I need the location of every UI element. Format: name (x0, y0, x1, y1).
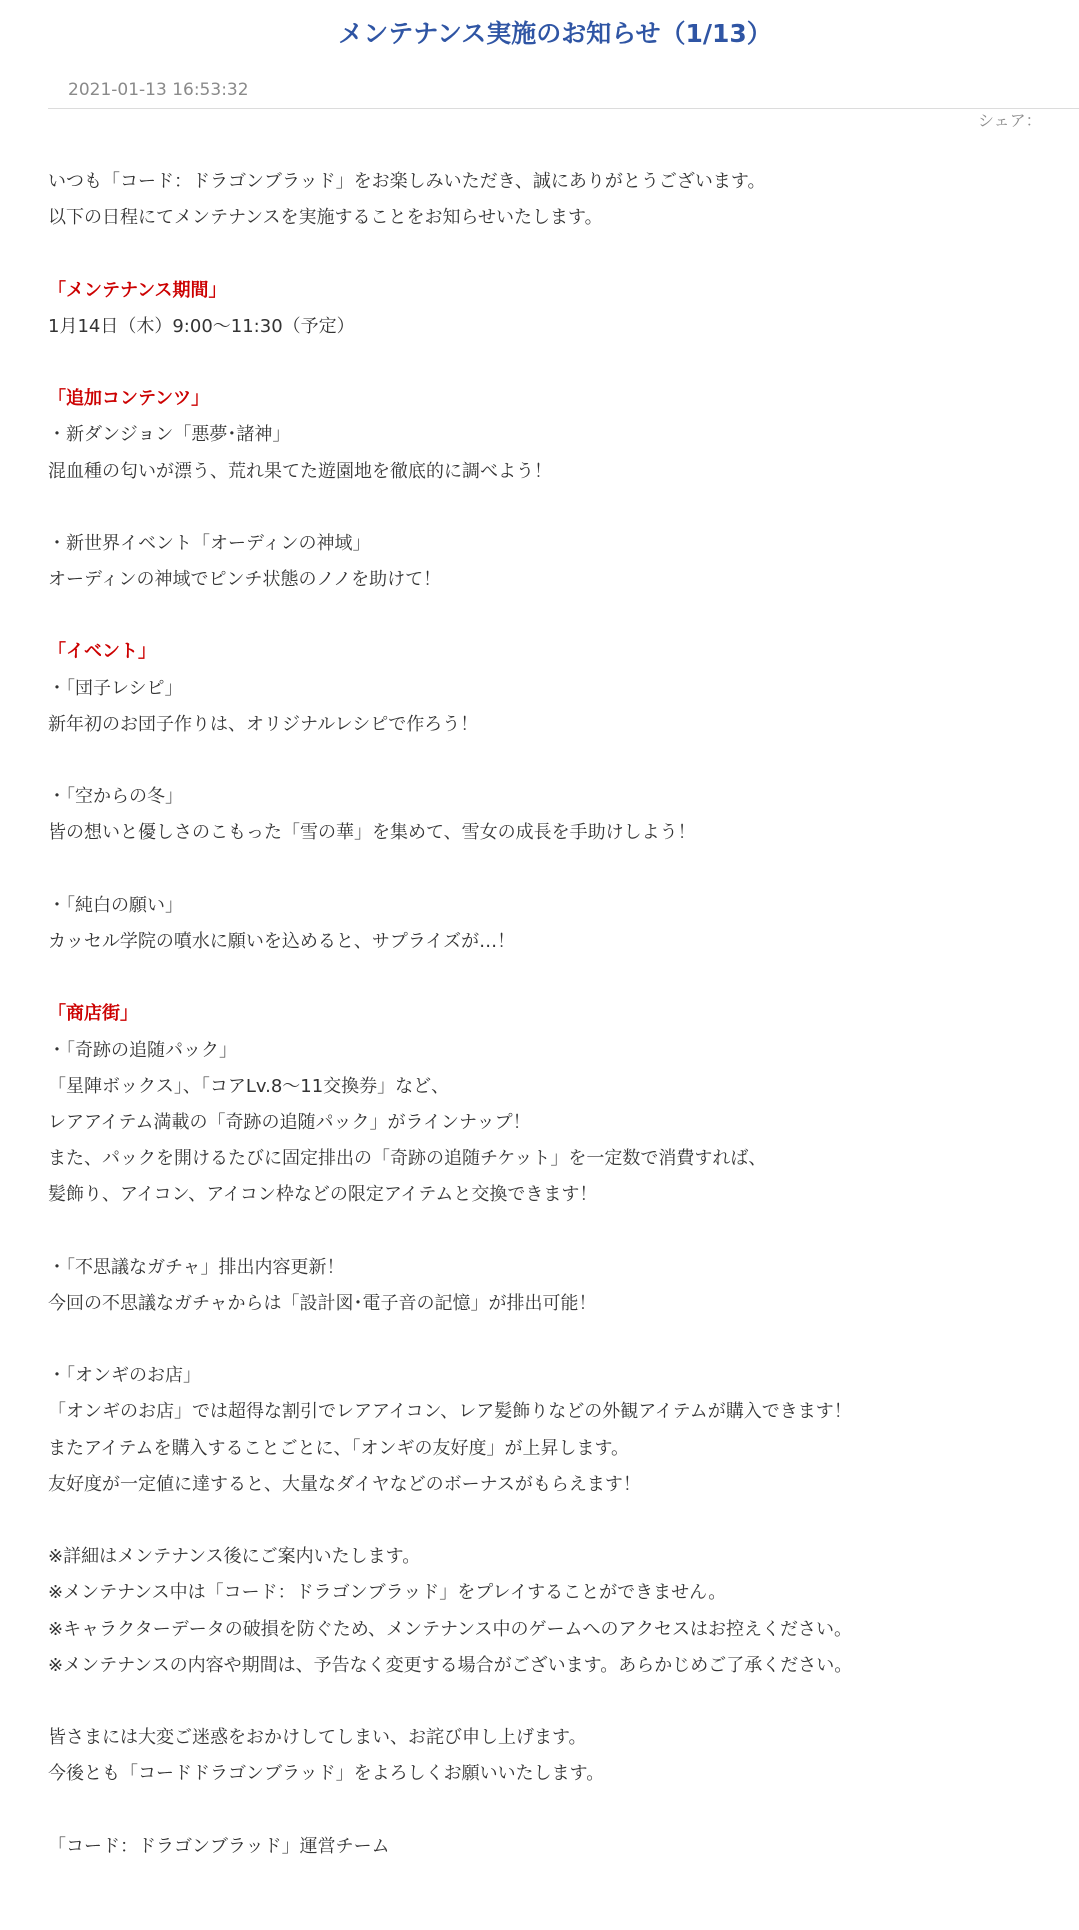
body-line: ・「奇跡の追随パック」 (48, 1039, 237, 1061)
body-line: いつも「コード：ドラゴンブラッド」をお楽しみいただき、誠にありがとうございます。 (48, 171, 766, 192)
blank-line (48, 1792, 1068, 1828)
body-line: ※キャラクターデータの破損を防ぐため、メンテナンス中のゲームへのアクセスはお控えください。 (48, 1618, 853, 1640)
body-line: ※詳細はメンテナンス後にご案内いたします。 (48, 1546, 421, 1568)
blank-line (48, 598, 1068, 634)
blank-line (48, 236, 1068, 272)
section-heading: 「商店街」 (48, 1003, 138, 1025)
body-line: ・「空からの冬」 (48, 786, 183, 808)
body-line: ※メンテナンスの内容や期間は、予告なく変更する場合がございます。あらかじめご了承ください。 (48, 1654, 853, 1676)
blank-line (48, 1503, 1068, 1539)
body-line: 今後とも「コードドラゴンブラッド」をよろしくお願いいたします。 (48, 1763, 605, 1785)
section-heading: 「追加コンテンツ」 (48, 388, 210, 410)
page-title: メンテナンス実施のお知らせ（1/13） (338, 19, 772, 48)
body-line: 友好度が一定値に達すると、大量なダイヤなどのボーナスがもらえます！ (48, 1473, 641, 1495)
body-line: またアイテムを購入することごとに、「オンギの友好度」が上昇します。 (48, 1437, 630, 1459)
share-label[interactable]: シェア： (978, 111, 1042, 130)
blank-line (48, 1684, 1068, 1720)
body-line: 以下の日程にてメンテナンスを実施することをお知らせいたします。 (48, 207, 603, 229)
body-line: 1月14日（木）9:00～11:30（予定） (48, 315, 355, 337)
body-line: 「コード：ドラゴンブラッド」運営チーム (48, 1835, 390, 1857)
header-divider (48, 108, 1079, 109)
body-line: 皆の想いと優しさのこもった「雪の華」を集めて、雪女の成長を手助けしよう！ (48, 822, 696, 844)
body-line: ・「純白の願い」 (48, 894, 183, 916)
body-line: ・新世界イベント「オーディンの神域」 (48, 532, 371, 554)
body-line: 今回の不思議なガチャからは「設計図･電子音の記憶」が排出可能！ (48, 1292, 597, 1314)
body-line: 皆さまには大変ご迷惑をおかけしてしまい、お詫び申し上げます。 (48, 1727, 587, 1749)
body-line: 髪飾り、アイコン、アイコン枠などの限定アイテムと交換できます！ (48, 1184, 598, 1206)
blank-line (48, 743, 1068, 779)
section-heading: 「メンテナンス期間」 (48, 279, 227, 301)
body-line: カッセル学院の噴水に願いを込めると、サプライズが…！ (48, 930, 516, 952)
article-body (48, 164, 1068, 1865)
body-line: 新年初のお団子作りは、オリジナルレシピで作ろう！ (48, 713, 479, 735)
blank-line (48, 345, 1068, 381)
body-line: また、パックを開けるたびに固定排出の「奇跡の追随チケット」を一定数で消費すれば、 (48, 1148, 767, 1170)
body-line: ・「不思議なガチャ」排出内容更新！ (48, 1256, 345, 1278)
blank-line (48, 1322, 1068, 1358)
body-line: ・新ダンジョン「悪夢･諸神」 (48, 424, 291, 446)
body-line: 混血種の匂いが漂う、荒れ果てた遊園地を徹底的に調べよう！ (48, 460, 552, 482)
blank-line (48, 960, 1068, 996)
body-line: レアアイテム満載の「奇跡の追随パック」がラインナップ！ (48, 1111, 531, 1133)
body-line: 「星陣ボックス」、「コアLv.8～11交換券」など、 (48, 1075, 450, 1097)
body-line: ※メンテナンス中は「コード：ドラゴンブラッド」をプレイすることができません。 (48, 1582, 727, 1604)
body-line: オーディンの神域でピンチ状態のノノを助けて！ (48, 569, 442, 591)
body-line: 「オンギのお店」では超得な割引でレアアイコン、レア髪飾りなどの外観アイテムが購入できます！ (48, 1401, 852, 1423)
post-date: 2021-01-13 16:53:32 (68, 80, 249, 100)
body-line: ・「団子レシピ」 (48, 677, 183, 699)
blank-line (48, 852, 1068, 888)
section-heading: 「イベント」 (48, 641, 156, 663)
body-line: ・「オンギのお店」 (48, 1365, 201, 1387)
blank-line (48, 1213, 1068, 1249)
blank-line (48, 490, 1068, 526)
